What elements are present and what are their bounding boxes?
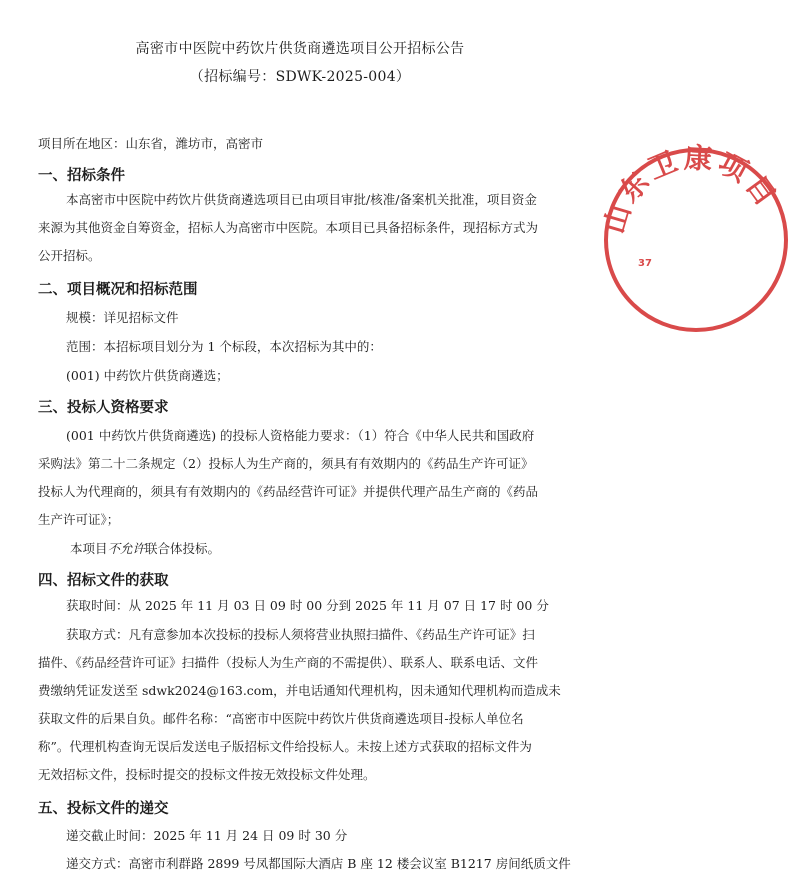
paragraph-line: 获取方式：凡有意参加本次投标的投标人须将营业执照扫描件、《药品生产许可证》扫 [66, 627, 535, 642]
paragraph-line: (001 中药饮片供货商遴选) 的投标人资格能力要求：（1）符合《中华人民共和国政府 [66, 428, 535, 443]
lot-line: (001) 中药饮片供货商遴选； [66, 368, 229, 383]
section-heading-5: 五、投标文件的递交 [38, 801, 169, 817]
submission-line: 递交方式：高密市利群路 2899 号凤都国际大酒店 B 座 12 楼会议室 B1217 房间纸质文件 [66, 856, 571, 871]
paragraph-line: 投标人为代理商的，须具有有效期内的《药品经营许可证》并提供代理产品生产商的《药品 [38, 484, 539, 499]
acquire-time-line: 获取时间：从 2025 年 11 月 03 日 09 时 00 分到 2025 年 11 月 07 日 17 时 00 分 [66, 598, 549, 613]
paragraph-line: 生产许可证》； [38, 512, 120, 527]
scope-line: 范围：本招标项目划分为 1 个标段，本次招标为其中的： [66, 339, 382, 354]
document-title: 高密市中医院中药饮片供货商遴选项目公开招标公告 [135, 41, 465, 57]
tender-code: （招标编号：SDWK-2025-004） [189, 69, 411, 85]
paragraph-line: 无效招标文件，投标时提交的投标文件按无效投标文件处理。 [38, 767, 376, 782]
paragraph-line: 获取文件的后果自负。邮件名称：“高密市中医院中药饮片供货商遴选项目-投标人单位名 [38, 711, 524, 726]
section-heading-1: 一、招标条件 [38, 168, 125, 184]
paragraph-line: 称”。代理机构查询无误后发送电子版招标文件给投标人。未按上述方式获取的招标文件为 [38, 739, 532, 754]
paragraph-line: 采购法》第二十二条规定（2）投标人为生产商的，须具有有效期内的《药品生产许可证》 [38, 456, 534, 471]
section-heading-2: 二、项目概况和招标范围 [38, 282, 198, 298]
official-seal-stamp [596, 140, 796, 340]
project-location: 项目所在地区：山东省，潍坊市，高密市 [38, 136, 264, 151]
seal-digits: 37 [638, 258, 652, 269]
paragraph-line: 描件、《药品经营许可证》扫描件（投标人为生产商的不需提供）、联系人、联系电话、文件 [38, 655, 539, 670]
paragraph-line: 来源为其他资金自筹资金，招标人为高密市中医院。本项目已具备招标条件，现招标方式为 [38, 220, 539, 235]
scale-line: 规模：详见招标文件 [66, 310, 179, 325]
consortium-emphasis: 不允许 [107, 541, 146, 556]
paragraph-line: 费缴纳凭证发送至 sdwk2024@163.com，并电话通知代理机构，因未通知代理机构而造成未 [38, 683, 561, 698]
deadline-line: 递交截止时间：2025 年 11 月 24 日 09 时 30 分 [66, 828, 348, 843]
paragraph-line: 本高密市中医院中药饮片供货商遴选项目已由项目审批/核准/备案机关批准，项目资金 [66, 192, 537, 207]
consortium-suffix: 联合体投标。 [145, 541, 221, 556]
consortium-line [70, 541, 220, 557]
seal-text: 山东卫康项目 [597, 141, 785, 238]
section-heading-4: 四、招标文件的获取 [38, 573, 169, 589]
paragraph-line: 公开招标。 [38, 248, 101, 263]
consortium-prefix: 本项目 [70, 541, 108, 556]
section-heading-3: 三、投标人资格要求 [38, 400, 169, 416]
